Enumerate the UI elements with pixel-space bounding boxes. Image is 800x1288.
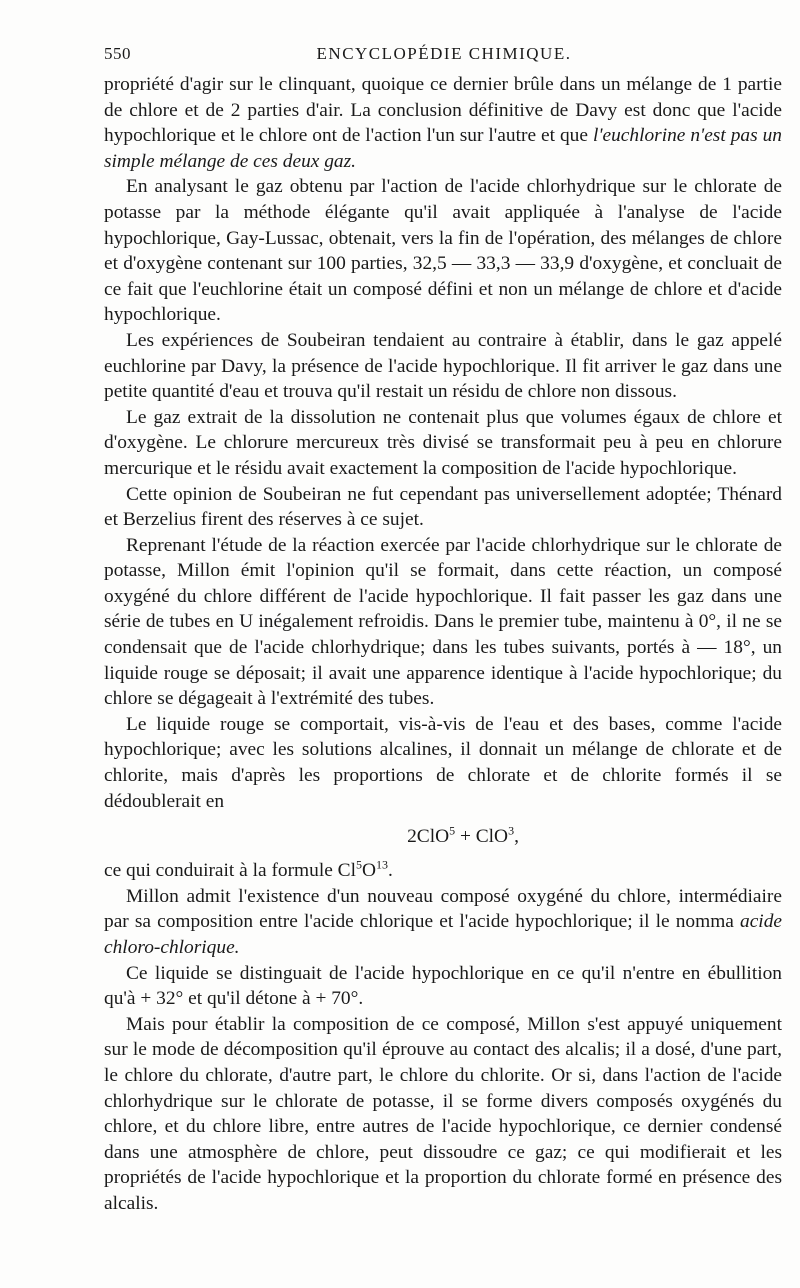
paragraph-9-italic: acide chloro-chlorique. xyxy=(104,911,782,958)
paragraph-3: Les expériences de Soubeiran tendaient au contraire à établir, dans le gaz appelé euchlorine par Davy, la présence de l'acide hypochlorique. Il fit arriver le gaz dans une petite quantité d'eau et trouva qu'il restait un résidu de chlore non dissous. xyxy=(104,329,782,403)
paragraph-1-italic: l'euchlorine n'est pas un simple mélange de ces deux gaz. xyxy=(104,125,782,172)
paragraph-4: Le gaz extrait de la dissolution ne contenait plus que volumes égaux de chlore et d'oxygène. Le chlorure mercureux très divisé se transformait peu à peu en chlorure mercurique et le résidu avait exactement la composition de l'acide hypochlorique. xyxy=(104,406,782,479)
paragraph-1 xyxy=(104,72,782,174)
running-head xyxy=(104,44,784,66)
paragraph-5: Cette opinion de Soubeiran ne fut cependant pas universellement adoptée; Thénard et Berzelius firent des réserves à ce sujet. xyxy=(104,483,782,531)
paragraph-2: En analysant le gaz obtenu par l'action de l'acide chlorhydrique sur le chlorate de potasse par la méthode élégante qu'il avait appliquée à l'analyse de l'acide hypochlorique, Gay-Lussac, obtenait, vers la fin de l'opération, des mélanges de chlore et d'oxygène contenant sur 100 parties, 32,5 — 33,3 — 33,9 d'oxygène, et concluait de ce fait que l'euchlorine était un composé défini et non un mélange de chlore et d'acide hypochlorique. xyxy=(104,176,782,326)
formula-sup-a: 5 xyxy=(449,823,456,838)
paragraph-8-mid: O xyxy=(362,860,377,882)
paragraph-9-text: Millon admit l'existence d'un nouveau composé oxygéné du chlore, intermédiaire par sa composition entre l'acide chlorique et l'acide hypochlorique; il le nomma xyxy=(104,885,782,933)
formula-end: , xyxy=(514,826,519,848)
paragraph-7: Le liquide rouge se comportait, vis-à-vis de l'eau et des bases, comme l'acide hypochlorique; avec les solutions alcalines, il donnait un mélange de chlorate et de chlorite, mais d'après les proportions de chlorate et de chlorite formés il se dédoublerait en xyxy=(104,713,782,812)
formula-sup-b: 3 xyxy=(508,823,515,838)
paragraph-8-sup-2: 13 xyxy=(376,857,389,872)
paragraph-8-text: ce qui conduirait à la formule Cl xyxy=(104,860,356,882)
running-title: ENCYCLOPÉDIE CHIMIQUE. xyxy=(316,44,572,63)
paragraph-8 xyxy=(104,858,782,884)
paragraph-11: Mais pour établir la composition de ce composé, Millon s'est appuyé uniquement sur le mode de décomposition qu'il éprouve au contact des alcalis; il a dosé, d'une part, le chlore du chlorate, d'autre part, le chlore du chlorite. Or si, dans l'action de l'acide chlorhydrique sur le chlorate de potasse, il se forme divers composés oxygénés du chlore, et du chlore libre, entre autres de l'acide hypochlorique, ce dernier condensé dans une atmosphère de chlore, peut dissoudre ce gaz; ce qui modifierait et les propriétés de l'acide hypochlorique et la proportion du chlorate formé en présence des alcalis. xyxy=(104,1013,782,1214)
formula-plus: + ClO xyxy=(455,826,509,848)
page-number: 550 xyxy=(104,44,131,63)
body-text xyxy=(104,72,782,1217)
paragraph-10: Ce liquide se distinguait de l'acide hypochlorique en ce qu'il n'entre en ébullition qu'à + 32° et qu'il détone à + 70°. xyxy=(104,962,782,1010)
paragraph-9 xyxy=(104,884,782,961)
paragraph-8-end: . xyxy=(388,860,393,882)
formula-part-a: 2ClO xyxy=(407,826,450,848)
paragraph-8-sup-1: 5 xyxy=(356,857,362,872)
paragraph-1-text: propriété d'agir sur le clinquant, quoique ce dernier brûle dans un mélange de 1 partie de chlore et de 2 parties d'air. La conclusion définitive de Davy est donc que l'acide hypochlorique et le chlore ont de l'action l'un sur l'autre et que xyxy=(104,74,782,147)
paragraph-6: Reprenant l'étude de la réaction exercée par l'acide chlorhydrique sur le chlorate de potasse, Millon émit l'opinion qu'il se formait, dans cette réaction, un composé oxygéné du chlore différent de l'acide hypochlorique. Il fait passer les gaz dans une série de tubes en U inégalement refroidis. Dans le premier tube, maintenu à 0°, il ne se condensait que de l'acide chlorhydrique; dans les tubes suivants, portés à — 18°, un liquide rouge se déposait; il avait une apparence identique à l'acide hypochlorique; du chlore se dégageait à l'extrémité des tubes. xyxy=(104,534,782,710)
chemical-formula xyxy=(104,822,782,852)
